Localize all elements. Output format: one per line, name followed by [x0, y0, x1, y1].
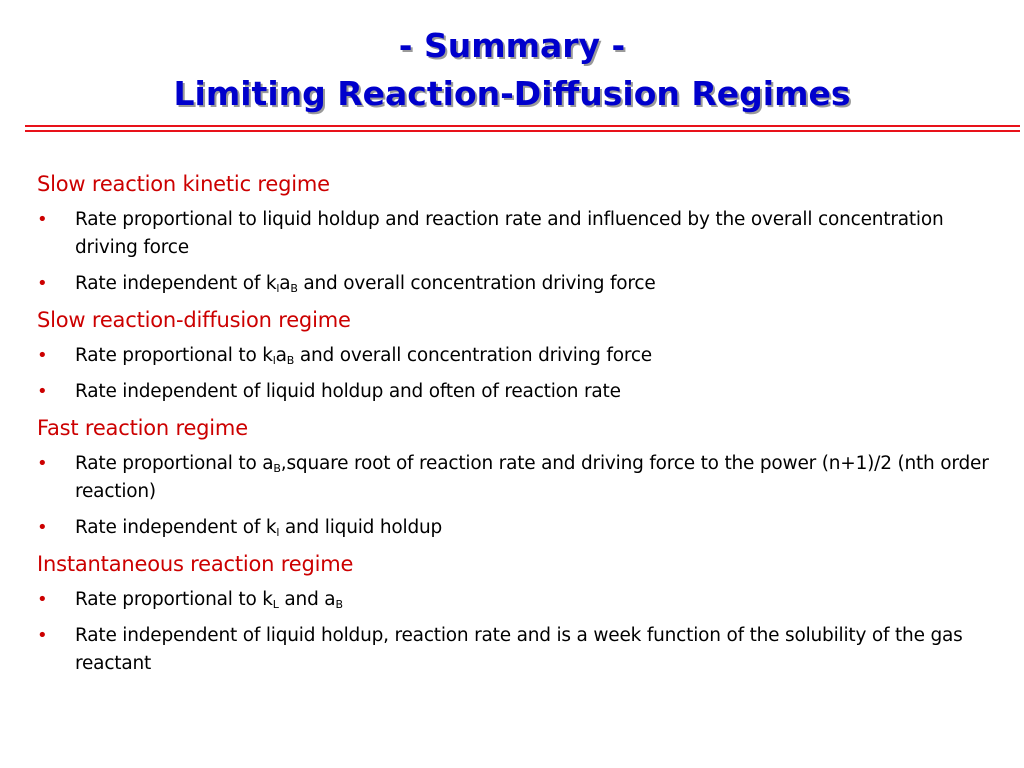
bullet-item — [37, 622, 997, 678]
bullet-text: Rate independent of $k_la_B$ and overall concentration driving force — [75, 273, 656, 295]
bullet-text: Rate independent of liquid holdup, reaction rate and is a week function of the solubility of the gas reactant — [75, 625, 963, 674]
slide-title — [0, 22, 1024, 118]
slide-content — [37, 170, 997, 686]
bullet-text: Rate proportional to $k_la_B$ and overall concentration driving force — [75, 345, 652, 367]
bullet-item — [37, 342, 997, 370]
bullet-item — [37, 378, 997, 406]
bullet-text: Rate proportional to $k_L$ and $a_B$ — [75, 589, 343, 611]
bullet-item — [37, 206, 997, 262]
bullet-text: Rate independent of liquid holdup and often of reaction rate — [75, 381, 621, 402]
section-heading-instantaneous: Instantaneous reaction regime — [37, 552, 354, 576]
bullet-icon: • — [37, 209, 48, 230]
bullet-text: Rate independent of $k_l$ and liquid holdup — [75, 517, 443, 539]
bullet-icon: • — [37, 517, 48, 538]
bullet-icon: • — [37, 625, 48, 646]
bullet-icon: • — [37, 589, 48, 610]
title-line-1: - Summary - — [398, 26, 626, 65]
bullet-item — [37, 450, 997, 506]
title-rule-top — [25, 125, 1020, 127]
bullet-icon: • — [37, 381, 48, 402]
bullet-text: Rate proportional to $a_B,square$ root of reaction rate and driving force to the power (n+1)/2 (nth order reaction) — [75, 453, 989, 502]
section-heading-fast: Fast reaction regime — [37, 416, 248, 440]
bullet-icon: • — [37, 345, 48, 366]
bullet-icon: • — [37, 273, 48, 294]
bullet-item — [37, 514, 997, 542]
title-line-2: Limiting Reaction-Diffusion Regimes — [173, 74, 851, 113]
bullet-icon: • — [37, 453, 48, 474]
bullet-item — [37, 586, 997, 614]
bullet-item — [37, 270, 997, 298]
bullet-text: Rate proportional to liquid holdup and reaction rate and influenced by the overall concentration driving force — [75, 209, 944, 258]
section-heading-slow-diffusion: Slow reaction-diffusion regime — [37, 308, 351, 332]
title-rule-bottom — [25, 130, 1020, 132]
section-heading-slow-kinetic: Slow reaction kinetic regime — [37, 172, 330, 196]
